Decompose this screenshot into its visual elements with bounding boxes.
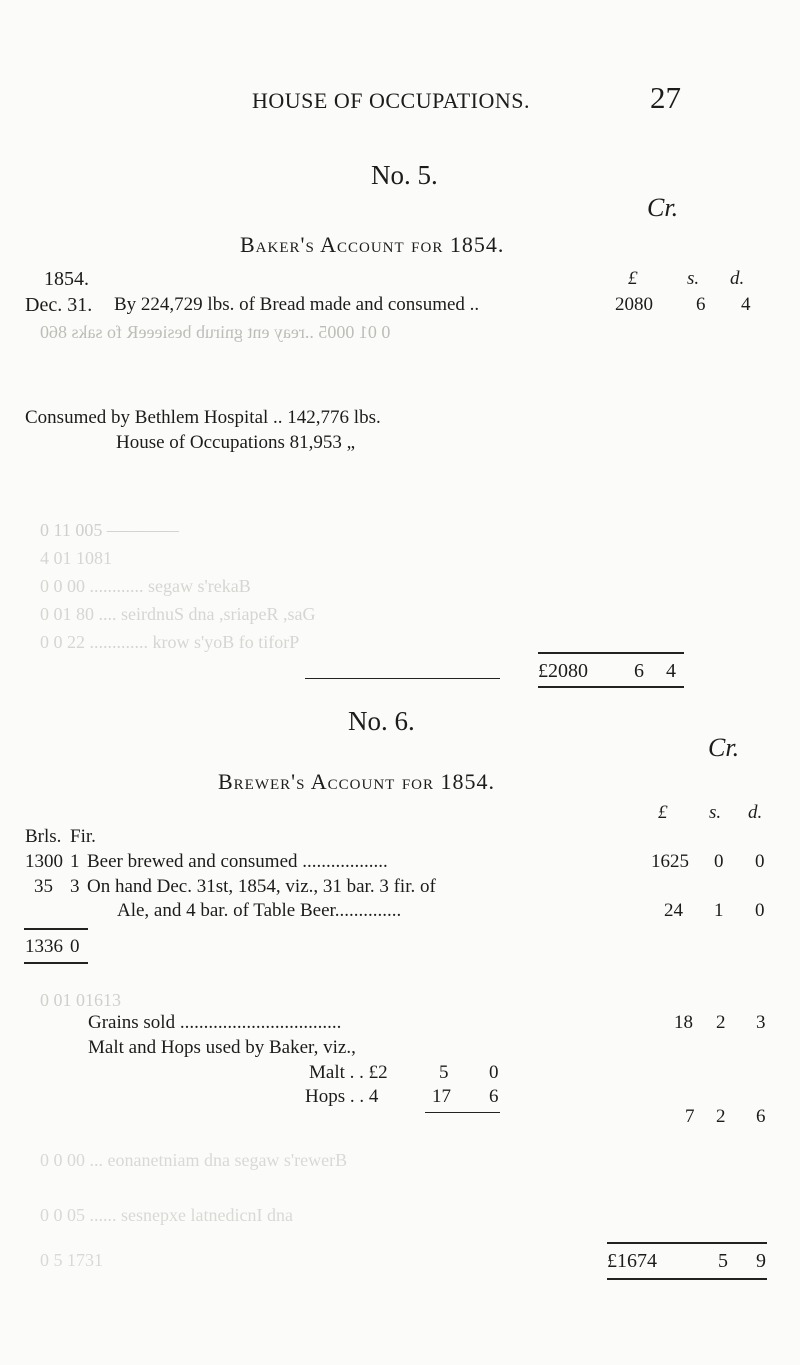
section-number: No. 5. — [371, 160, 438, 190]
total-rule-top — [607, 1242, 767, 1244]
consumed-bethlem-line: Consumed by Bethlem Hospital .. 142,776 lbs. — [25, 407, 381, 428]
malt-hops-pounds: 7 — [685, 1106, 695, 1127]
hops-pence: 6 — [489, 1086, 499, 1107]
bleed-through-text: 0 5 1731 — [40, 1250, 103, 1270]
shillings-column-header: s. — [687, 268, 700, 289]
total-rule-bottom — [538, 686, 684, 688]
section-divider — [305, 678, 500, 679]
brewer-total-pence: 9 — [756, 1250, 766, 1272]
brewer-total: £1674 — [607, 1250, 657, 1272]
bread-pence: 4 — [741, 294, 751, 315]
grains-shillings: 2 — [716, 1012, 726, 1033]
malt-hops-line: Malt and Hops used by Baker, viz., — [88, 1037, 356, 1058]
account-title: Baker's Account for 1854. — [240, 232, 505, 257]
credit-label: Cr. — [647, 193, 679, 222]
row-shillings: 1 — [714, 900, 724, 921]
malt-pence: 0 — [489, 1062, 499, 1083]
firkins-subtotal: 0 — [70, 936, 80, 957]
pence-column-header: d. — [748, 802, 763, 823]
bread-shillings: 6 — [696, 294, 706, 315]
row-pence: 0 — [755, 851, 765, 872]
account-title: Brewer's Account for 1854. — [218, 769, 495, 794]
baker-total: £2080 — [538, 660, 588, 682]
brewer-total-shillings: 5 — [718, 1250, 728, 1272]
bleed-through-text: 4 01 1081 — [40, 548, 112, 568]
total-rule-top — [538, 652, 684, 654]
bleed-through-text: 0 11 005 ———— — [40, 520, 179, 540]
firkins-column-header: Fir. — [70, 826, 96, 847]
row-pounds: 24 — [664, 900, 683, 921]
pounds-column-header: £ — [628, 268, 638, 289]
row-description: Ale, and 4 bar. of Table Beer.............. — [117, 900, 402, 921]
page-number: 27 — [650, 80, 681, 115]
baker-total-shillings: 6 — [634, 660, 644, 682]
hops-shillings: 17 — [432, 1086, 451, 1107]
barrels-subtotal: 1336 — [25, 936, 63, 957]
entry-date: Dec. 31. — [25, 294, 93, 316]
credit-label: Cr. — [708, 733, 740, 762]
hops-label: Hops . . 4 — [305, 1086, 379, 1107]
bleed-through-text: 0 01 80 .... seirdnuS dna ,sriapeR ,saG — [40, 604, 316, 624]
row-firkins: 1 — [70, 851, 80, 872]
year-label: 1854. — [44, 268, 89, 290]
row-firkins: 3 — [70, 876, 80, 897]
barrels-subtotal-rule — [24, 928, 88, 930]
bleed-through-text: 0 0 00 ............ segaw s'rekaB — [40, 576, 251, 596]
bleed-through-text: 0 01 01613 — [40, 990, 121, 1010]
malt-hops-rule — [425, 1112, 500, 1113]
total-rule-bottom — [607, 1278, 767, 1280]
bleed-through-text: 0 0 22 ............. krow s'yoB fo tiforP — [40, 632, 300, 652]
row-description: On hand Dec. 31st, 1854, viz., 31 bar. 3 fir. of — [87, 876, 436, 897]
bleed-through-text: 0 0 00 ... eonanetniam dna segaw s'rewerB — [40, 1150, 348, 1170]
row-pounds: 1625 — [651, 851, 689, 872]
malt-hops-shillings: 2 — [716, 1106, 726, 1127]
bleed-through-text: 0 01 0005 ..reay ent gnirub besieeeR fo saks 860 — [40, 322, 391, 342]
section-number: No. 6. — [348, 706, 415, 736]
malt-label: Malt . . £2 — [309, 1062, 388, 1083]
row-description: Beer brewed and consumed .................. — [87, 851, 388, 872]
row-barrels: 1300 — [25, 851, 63, 872]
shillings-column-header: s. — [709, 802, 722, 823]
pence-column-header: d. — [730, 268, 745, 289]
bread-amount: 2080 — [615, 294, 653, 315]
grains-pounds: 18 — [674, 1012, 693, 1033]
row-shillings: 0 — [714, 851, 724, 872]
baker-total-pence: 4 — [666, 660, 676, 682]
barrels-subtotal-rule-bottom — [24, 962, 88, 964]
running-head: HOUSE OF OCCUPATIONS. — [252, 88, 531, 113]
malt-hops-pence: 6 — [756, 1106, 766, 1127]
consumed-occupations-line: House of Occupations 81,953 „ — [116, 432, 356, 453]
row-barrels: 35 — [34, 876, 53, 897]
bleed-through-text: 0 0 05 ...... sesnepxe latnedicnI dna — [40, 1205, 293, 1225]
grains-entry: Grains sold .................................. — [88, 1012, 342, 1033]
barrels-column-header: Brls. — [25, 826, 62, 847]
grains-pence: 3 — [756, 1012, 766, 1033]
row-pence: 0 — [755, 900, 765, 921]
pounds-column-header: £ — [658, 802, 668, 823]
bread-entry: By 224,729 lbs. of Bread made and consumed .. — [114, 294, 480, 315]
malt-shillings: 5 — [439, 1062, 449, 1083]
